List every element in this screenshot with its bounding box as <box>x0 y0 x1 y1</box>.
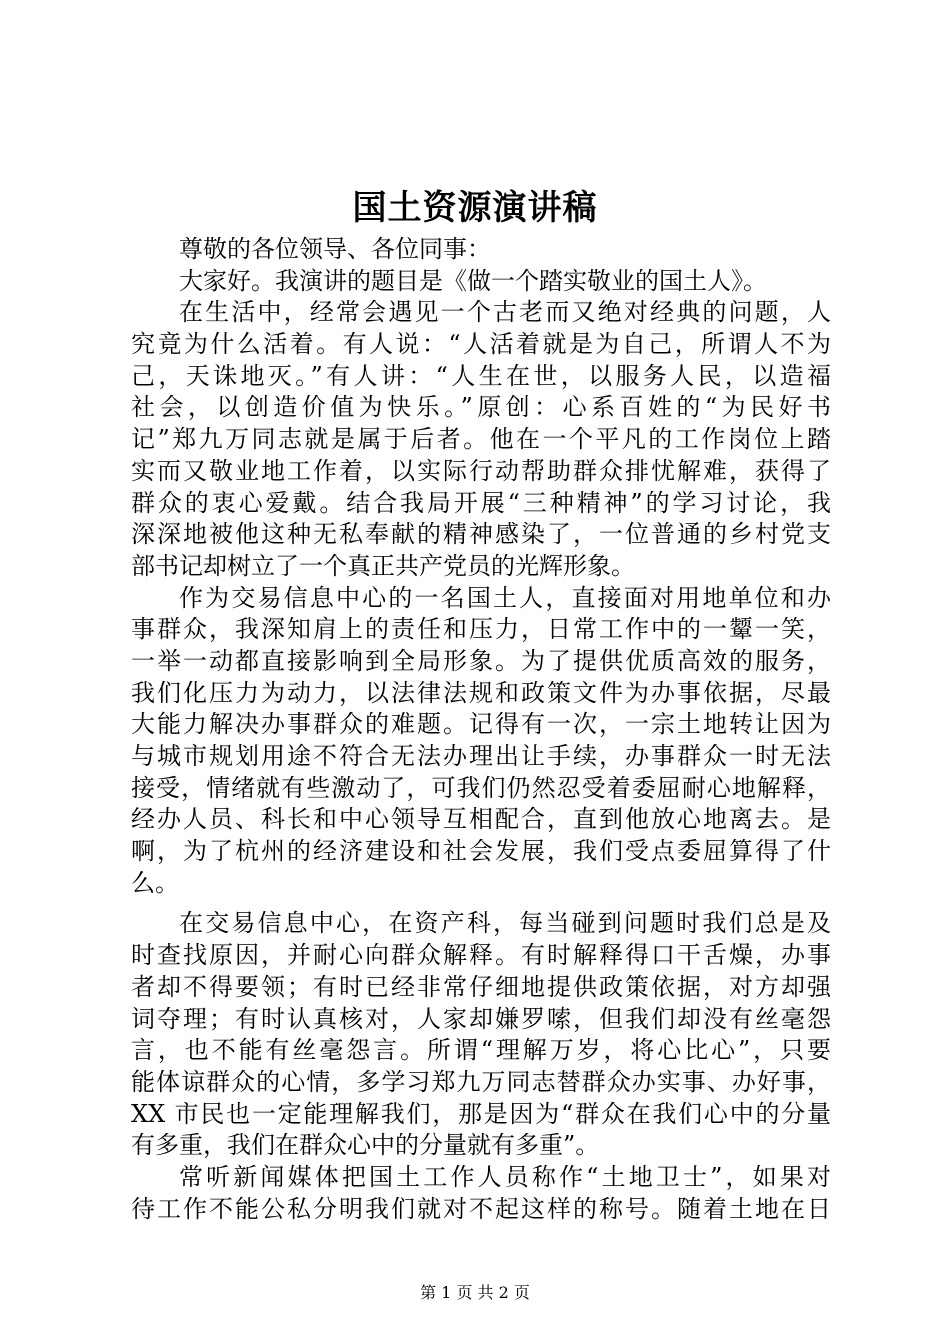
paragraph-line: 言，也不能有丝毫怨言。所谓“理解万岁，将心比心”，只要 <box>131 1036 831 1065</box>
paragraph-line: 究竟为什么活着。有人说：“人活着就是为自己，所谓人不为 <box>131 330 831 359</box>
paragraph-line: 群众的衷心爱戴。结合我局开展“三种精神”的学习讨论，我 <box>131 488 831 517</box>
paragraph-line: XX 市民也一定能理解我们，那是因为“群众在我们心中的分量 <box>131 1099 831 1128</box>
paragraph-line: 能体谅群众的心情，多学习郑九万同志替群众办实事、办好事， <box>131 1067 831 1096</box>
page-number-footer: 第 1 页 共 2 页 <box>420 1283 530 1302</box>
greeting-line: 大家好。我演讲的题目是《做一个踏实敬业的国土人》。 <box>179 266 767 295</box>
paragraph-line: 作为交易信息中心的一名国土人，直接面对用地单位和办 <box>179 583 831 612</box>
paragraph-line: 实而又敬业地工作着，以实际行动帮助群众排忧解难，获得了 <box>131 456 831 485</box>
paragraph-line: 部书记却树立了一个真正共产党员的光辉形象。 <box>131 551 635 580</box>
paragraph-line: 待工作不能公私分明我们就对不起这样的称号。随着土地在日 <box>131 1194 831 1223</box>
paragraph-line: 经办人员、科长和中心领导互相配合，直到他放心地离去。是 <box>131 805 831 834</box>
document-title: 国土资源演讲稿 <box>352 188 598 228</box>
paragraph-line: 记”郑九万同志就是属于后者。他在一个平凡的工作岗位上踏 <box>131 425 831 454</box>
paragraph-line: 时查找原因，并耐心向群众解释。有时解释得口干舌燥，办事 <box>131 941 831 970</box>
salutation-line: 尊敬的各位领导、各位同事： <box>179 235 491 263</box>
paragraph-line: 一举一动都直接影响到全局形象。为了提供优质高效的服务， <box>131 646 831 675</box>
paragraph-line: 么。 <box>131 868 179 897</box>
paragraph-line: 社会，以创造价值为快乐。”原创：心系百姓的“为民好书 <box>131 393 831 422</box>
paragraph-line: 在生活中，经常会遇见一个古老而又绝对经典的问题，人 <box>179 298 831 327</box>
paragraph-line: 大能力解决办事群众的难题。记得有一次，一宗土地转让因为 <box>131 710 831 739</box>
paragraph-line: 与城市规划用途不符合无法办理出让手续，办事群众一时无法 <box>131 742 831 770</box>
paragraph-line: 啊，为了杭州的经济建设和社会发展，我们受点委屈算得了什 <box>131 837 831 866</box>
paragraph-line: 者却不得要领；有时已经非常仔细地提供政策依据，对方却强 <box>131 972 831 1001</box>
paragraph-line: 己，天诛地灭。”有人讲：“人生在世，以服务人民，以造福 <box>131 361 831 390</box>
paragraph-line: 深深地被他这种无私奉献的精神感染了，一位普通的乡村党支 <box>131 520 831 549</box>
document-body <box>131 234 831 1225</box>
paragraph-line: 常听新闻媒体把国土工作人员称作“土地卫士”，如果对 <box>179 1162 831 1191</box>
paragraph-line: 在交易信息中心，在资产科，每当碰到问题时我们总是及 <box>179 909 831 938</box>
paragraph-line: 接受，情绪就有些激动了，可我们仍然忍受着委屈耐心地解释， <box>131 773 831 802</box>
paragraph-line: 词夺理；有时认真核对，人家却嫌罗嗦，但我们却没有丝毫怨 <box>131 1004 831 1033</box>
paragraph-line: 有多重，我们在群众心中的分量就有多重”。 <box>131 1131 600 1160</box>
paragraph-line: 我们化压力为动力，以法律法规和政策文件为办事依据，尽最 <box>131 678 831 707</box>
paragraph-line: 事群众，我深知肩上的责任和压力，日常工作中的一颦一笑， <box>131 615 831 644</box>
